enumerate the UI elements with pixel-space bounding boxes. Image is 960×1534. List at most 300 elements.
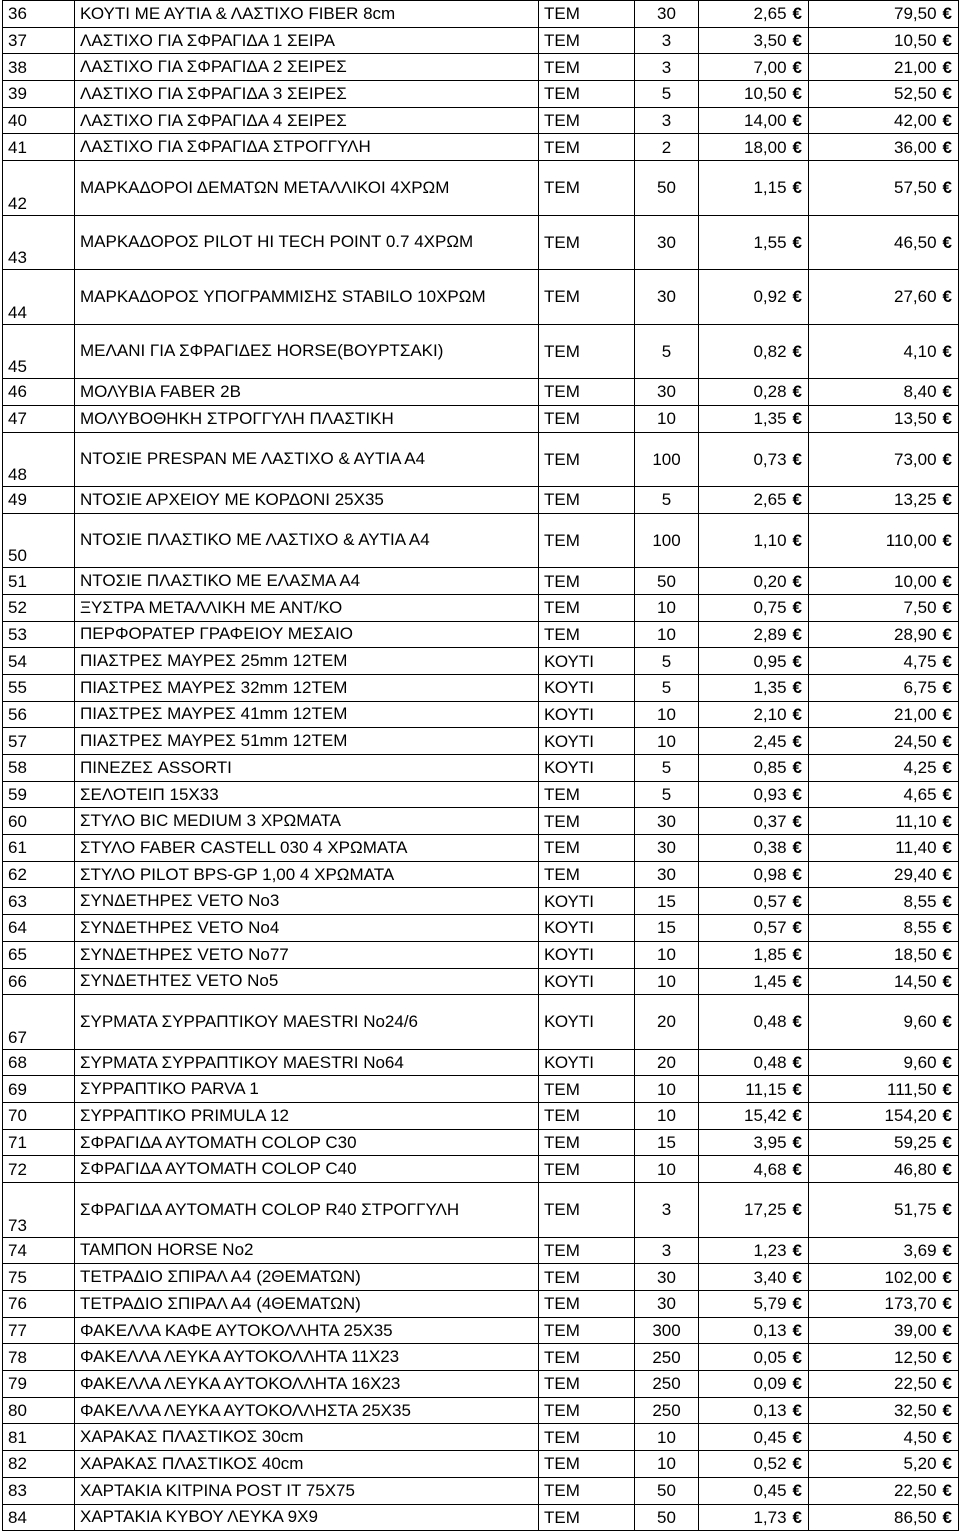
item-description: ΣΤΥΛΟ FABER CASTELL 030 4 ΧΡΩΜΑΤΑ	[75, 835, 539, 862]
item-unit-price	[699, 1, 809, 28]
item-number: 79	[3, 1371, 75, 1398]
item-number: 46	[3, 379, 75, 406]
total-value: 21,00	[893, 57, 937, 77]
item-unit-price	[699, 1156, 809, 1183]
euro-sign-icon: €	[792, 918, 802, 938]
item-number: 66	[3, 968, 75, 995]
item-total	[809, 1344, 959, 1371]
total-value: 4,25	[903, 758, 937, 778]
total-value: 52,50	[893, 84, 937, 104]
item-unit: ΤΕΜ	[539, 781, 635, 808]
euro-sign-icon: €	[792, 945, 802, 965]
unit-price-value: 0,82	[753, 341, 787, 361]
table-row	[3, 27, 959, 54]
item-unit-price	[699, 835, 809, 862]
item-number: 78	[3, 1344, 75, 1371]
item-total	[809, 107, 959, 134]
euro-sign-icon: €	[942, 341, 952, 361]
euro-sign-icon: €	[942, 838, 952, 858]
euro-sign-icon: €	[942, 1454, 952, 1474]
item-unit-price	[699, 888, 809, 915]
item-unit: ΤΕΜ	[539, 1076, 635, 1103]
table-row	[3, 1, 959, 28]
item-unit: ΤΕΜ	[539, 134, 635, 161]
item-quantity: 15	[635, 1129, 699, 1156]
euro-sign-icon: €	[792, 84, 802, 104]
item-total	[809, 432, 959, 487]
item-description: ΣΥΝΔΕΤΗΡΕΣ VETO No3	[75, 888, 539, 915]
unit-price-value: 0,73	[753, 449, 787, 469]
table-row	[3, 1237, 959, 1264]
euro-sign-icon: €	[942, 287, 952, 307]
item-description: ΜΕΛΑΝΙ ΓΙΑ ΣΦΡΑΓΙΔΕΣ HORSE(ΒΟΥΡΤΣΑΚΙ)	[75, 324, 539, 379]
item-quantity: 30	[635, 1, 699, 28]
euro-sign-icon: €	[942, 1106, 952, 1126]
item-description: ΣΥΡΡΑΠΤΙΚΟ PRIMULA 12	[75, 1103, 539, 1130]
item-unit: ΚΟΥΤΙ	[539, 995, 635, 1050]
item-unit-price	[699, 215, 809, 270]
item-number: 71	[3, 1129, 75, 1156]
item-unit: ΤΕΜ	[539, 1264, 635, 1291]
euro-sign-icon: €	[792, 1347, 802, 1367]
euro-sign-icon: €	[942, 111, 952, 131]
item-unit-price	[699, 161, 809, 216]
euro-sign-icon: €	[942, 678, 952, 698]
item-description: ΛΑΣΤΙΧΟ ΓΙΑ ΣΦΡΑΓΙΔΑ 3 ΣΕΙΡΕΣ	[75, 81, 539, 108]
table-row	[3, 215, 959, 270]
item-description: ΣΕΛΟΤΕΙΠ 15Χ33	[75, 781, 539, 808]
item-total	[809, 755, 959, 782]
euro-sign-icon: €	[942, 57, 952, 77]
item-quantity: 10	[635, 621, 699, 648]
unit-price-value: 5,79	[753, 1294, 787, 1314]
total-value: 8,55	[903, 891, 937, 911]
total-value: 28,90	[893, 624, 937, 644]
item-quantity: 30	[635, 835, 699, 862]
item-unit: ΤΕΜ	[539, 1237, 635, 1264]
table-row	[3, 1451, 959, 1478]
item-total	[809, 513, 959, 568]
item-quantity: 30	[635, 379, 699, 406]
item-total	[809, 1183, 959, 1238]
euro-sign-icon: €	[792, 4, 802, 24]
item-description: ΝΤΟΣΙΕ ΠΛΑΣΤΙΚΟ ΜΕ ΛΑΣΤΙΧΟ & ΑΥΤΙΑ Α4	[75, 513, 539, 568]
item-quantity: 30	[635, 808, 699, 835]
unit-price-value: 2,45	[753, 731, 787, 751]
table-row	[3, 487, 959, 514]
item-unit-price	[699, 1049, 809, 1076]
item-total	[809, 701, 959, 728]
item-description: ΣΤΥΛΟ BIC MEDIUM 3 ΧΡΩΜΑΤΑ	[75, 808, 539, 835]
euro-sign-icon: €	[792, 341, 802, 361]
unit-price-value: 1,45	[753, 971, 787, 991]
euro-sign-icon: €	[792, 571, 802, 591]
total-value: 36,00	[893, 137, 937, 157]
euro-sign-icon: €	[792, 811, 802, 831]
item-number: 83	[3, 1477, 75, 1504]
total-value: 4,10	[903, 341, 937, 361]
item-description: ΠΙΑΣΤΡΕΣ ΜΑΥΡΕΣ 51mm 12ΤΕΜ	[75, 728, 539, 755]
euro-sign-icon: €	[792, 490, 802, 510]
item-number: 63	[3, 888, 75, 915]
item-unit: ΤΕΜ	[539, 621, 635, 648]
table-row	[3, 701, 959, 728]
item-unit-price	[699, 1076, 809, 1103]
item-description: ΝΤΟΣΙΕ ΑΡΧΕΙΟΥ ΜΕ ΚΟΡΔΟΝΙ 25Χ35	[75, 487, 539, 514]
total-value: 32,50	[893, 1401, 937, 1421]
euro-sign-icon: €	[942, 530, 952, 550]
item-total	[809, 1237, 959, 1264]
table-row	[3, 1477, 959, 1504]
unit-price-value: 3,40	[753, 1267, 787, 1287]
unit-price-value: 18,00	[743, 137, 787, 157]
euro-sign-icon: €	[792, 865, 802, 885]
item-description: ΠΙΑΣΤΡΕΣ ΜΑΥΡΕΣ 41mm 12ΤΕΜ	[75, 701, 539, 728]
item-number: 80	[3, 1397, 75, 1424]
item-unit-price	[699, 270, 809, 325]
item-description: ΤΑΜΠΟΝ HORSE No2	[75, 1237, 539, 1264]
euro-sign-icon: €	[942, 409, 952, 429]
item-number: 51	[3, 568, 75, 595]
euro-sign-icon: €	[792, 1106, 802, 1126]
item-unit: ΤΕΜ	[539, 1397, 635, 1424]
item-quantity: 100	[635, 432, 699, 487]
euro-sign-icon: €	[792, 651, 802, 671]
item-description: ΣΥΝΔΕΤΗΡΕΣ VETO No77	[75, 941, 539, 968]
euro-sign-icon: €	[942, 865, 952, 885]
item-quantity: 250	[635, 1397, 699, 1424]
unit-price-value: 0,85	[753, 758, 787, 778]
table-row	[3, 54, 959, 81]
euro-sign-icon: €	[942, 31, 952, 51]
item-description: ΧΑΡΤΑΚΙΑ ΚΙΤΡΙΝΑ POST IT 75Χ75	[75, 1477, 539, 1504]
euro-sign-icon: €	[792, 137, 802, 157]
unit-price-value: 1,35	[753, 409, 787, 429]
item-number: 82	[3, 1451, 75, 1478]
total-value: 173,70	[884, 1294, 937, 1314]
table-row	[3, 1424, 959, 1451]
euro-sign-icon: €	[942, 1294, 952, 1314]
euro-sign-icon: €	[792, 449, 802, 469]
item-number: 69	[3, 1076, 75, 1103]
item-unit: ΚΟΥΤΙ	[539, 674, 635, 701]
item-number: 44	[3, 270, 75, 325]
euro-sign-icon: €	[942, 1053, 952, 1073]
item-unit: ΤΕΜ	[539, 107, 635, 134]
table-row	[3, 1156, 959, 1183]
item-quantity: 10	[635, 968, 699, 995]
euro-sign-icon: €	[792, 678, 802, 698]
total-value: 14,50	[893, 971, 937, 991]
item-unit-price	[699, 134, 809, 161]
euro-sign-icon: €	[792, 1454, 802, 1474]
item-unit: ΤΕΜ	[539, 1504, 635, 1531]
item-unit: ΤΕΜ	[539, 513, 635, 568]
euro-sign-icon: €	[942, 4, 952, 24]
item-unit: ΤΕΜ	[539, 1103, 635, 1130]
item-quantity: 50	[635, 568, 699, 595]
item-unit-price	[699, 324, 809, 379]
item-quantity: 5	[635, 81, 699, 108]
euro-sign-icon: €	[942, 1481, 952, 1501]
item-total	[809, 405, 959, 432]
total-value: 42,00	[893, 111, 937, 131]
item-number: 67	[3, 995, 75, 1050]
item-quantity: 10	[635, 701, 699, 728]
total-value: 9,60	[903, 1012, 937, 1032]
item-total	[809, 568, 959, 595]
item-description: ΣΥΡΜΑΤΑ ΣΥΡΡΑΠΤΙΚΟΥ MAESTRI No24/6	[75, 995, 539, 1050]
item-unit: ΚΟΥΤΙ	[539, 968, 635, 995]
euro-sign-icon: €	[792, 31, 802, 51]
table-row	[3, 1371, 959, 1398]
unit-price-value: 0,37	[753, 811, 787, 831]
item-unit-price	[699, 941, 809, 968]
unit-price-value: 1,73	[753, 1507, 787, 1527]
unit-price-value: 1,85	[753, 945, 787, 965]
item-unit-price	[699, 1371, 809, 1398]
euro-sign-icon: €	[792, 1079, 802, 1099]
item-description: ΝΤΟΣΙΕ ΠΛΑΣΤΙΚΟ ΜΕ ΕΛΑΣΜΑ Α4	[75, 568, 539, 595]
unit-price-value: 0,05	[753, 1347, 787, 1367]
item-total	[809, 1451, 959, 1478]
total-value: 8,55	[903, 918, 937, 938]
item-number: 81	[3, 1424, 75, 1451]
item-total	[809, 1129, 959, 1156]
item-quantity: 5	[635, 755, 699, 782]
item-unit-price	[699, 594, 809, 621]
item-unit-price	[699, 432, 809, 487]
unit-price-value: 7,00	[753, 57, 787, 77]
euro-sign-icon: €	[942, 758, 952, 778]
total-value: 22,50	[893, 1481, 937, 1501]
table-row	[3, 161, 959, 216]
item-quantity: 10	[635, 1076, 699, 1103]
item-quantity: 20	[635, 995, 699, 1050]
table-row	[3, 1344, 959, 1371]
item-unit-price	[699, 1424, 809, 1451]
item-total	[809, 270, 959, 325]
item-number: 58	[3, 755, 75, 782]
item-quantity: 10	[635, 728, 699, 755]
item-number: 38	[3, 54, 75, 81]
item-quantity: 10	[635, 1451, 699, 1478]
item-number: 65	[3, 941, 75, 968]
item-total	[809, 1317, 959, 1344]
euro-sign-icon: €	[942, 449, 952, 469]
item-unit: ΤΕΜ	[539, 1477, 635, 1504]
item-number: 39	[3, 81, 75, 108]
unit-price-value: 0,48	[753, 1053, 787, 1073]
table-row	[3, 1183, 959, 1238]
item-total	[809, 81, 959, 108]
item-total	[809, 621, 959, 648]
table-row	[3, 1317, 959, 1344]
item-unit-price	[699, 568, 809, 595]
item-total	[809, 1076, 959, 1103]
item-description: ΚΟΥΤΙ ΜΕ ΑΥΤΙΑ & ΛΑΣΤΙΧΟ FIBER 8cm	[75, 1, 539, 28]
item-quantity: 3	[635, 54, 699, 81]
table-row	[3, 1264, 959, 1291]
item-unit: ΚΟΥΤΙ	[539, 755, 635, 782]
euro-sign-icon: €	[942, 490, 952, 510]
total-value: 9,60	[903, 1053, 937, 1073]
item-quantity: 3	[635, 1237, 699, 1264]
euro-sign-icon: €	[792, 1294, 802, 1314]
euro-sign-icon: €	[942, 137, 952, 157]
euro-sign-icon: €	[942, 1427, 952, 1447]
table-row	[3, 1504, 959, 1531]
total-value: 27,60	[893, 287, 937, 307]
item-unit-price	[699, 107, 809, 134]
euro-sign-icon: €	[792, 287, 802, 307]
euro-sign-icon: €	[792, 891, 802, 911]
item-unit: ΤΕΜ	[539, 379, 635, 406]
euro-sign-icon: €	[792, 838, 802, 858]
item-total	[809, 1264, 959, 1291]
item-number: 52	[3, 594, 75, 621]
table-row	[3, 808, 959, 835]
item-description: ΦΑΚΕΛΛΑ ΛΕΥΚΑ ΑΥΤΟΚΟΛΛΗΣΤΑ 25Χ35	[75, 1397, 539, 1424]
item-unit: ΤΕΜ	[539, 1156, 635, 1183]
table-row	[3, 674, 959, 701]
item-number: 56	[3, 701, 75, 728]
euro-sign-icon: €	[942, 1159, 952, 1179]
total-value: 22,50	[893, 1374, 937, 1394]
item-description: ΛΑΣΤΙΧΟ ΓΙΑ ΣΦΡΑΓΙΔΑ ΣΤΡΟΓΓΥΛΗ	[75, 134, 539, 161]
euro-sign-icon: €	[792, 57, 802, 77]
item-unit-price	[699, 487, 809, 514]
item-unit-price	[699, 1183, 809, 1238]
total-value: 110,00	[885, 530, 937, 550]
item-total	[809, 915, 959, 942]
item-unit-price	[699, 1477, 809, 1504]
item-unit: ΤΕΜ	[539, 1, 635, 28]
item-quantity: 5	[635, 674, 699, 701]
unit-price-value: 0,93	[753, 785, 787, 805]
total-value: 24,50	[893, 731, 937, 751]
unit-price-value: 1,55	[753, 232, 787, 252]
item-description: ΠΙΑΣΤΡΕΣ ΜΑΥΡΕΣ 32mm 12ΤΕΜ	[75, 674, 539, 701]
euro-sign-icon: €	[792, 1481, 802, 1501]
item-total	[809, 487, 959, 514]
item-unit-price	[699, 27, 809, 54]
item-number: 40	[3, 107, 75, 134]
total-value: 13,50	[893, 409, 937, 429]
item-total	[809, 1291, 959, 1318]
euro-sign-icon: €	[792, 1053, 802, 1073]
item-unit-price	[699, 701, 809, 728]
euro-sign-icon: €	[942, 971, 952, 991]
table-row	[3, 107, 959, 134]
item-total	[809, 968, 959, 995]
item-description: ΠΙΝΕΖΕΣ ASSORTI	[75, 755, 539, 782]
item-unit-price	[699, 968, 809, 995]
item-number: 59	[3, 781, 75, 808]
item-unit-price	[699, 81, 809, 108]
item-quantity: 250	[635, 1371, 699, 1398]
item-number: 61	[3, 835, 75, 862]
euro-sign-icon: €	[792, 111, 802, 131]
item-unit-price	[699, 674, 809, 701]
item-description: ΦΑΚΕΛΛΑ ΛΕΥΚΑ ΑΥΤΟΚΟΛΛΗΤΑ 11Χ23	[75, 1344, 539, 1371]
item-number: 68	[3, 1049, 75, 1076]
total-value: 4,50	[903, 1427, 937, 1447]
item-unit: ΤΕΜ	[539, 808, 635, 835]
item-description: ΜΟΛΥΒΙΑ FABER 2B	[75, 379, 539, 406]
euro-sign-icon: €	[792, 785, 802, 805]
euro-sign-icon: €	[942, 624, 952, 644]
euro-sign-icon: €	[792, 704, 802, 724]
item-description: ΤΕΤΡΑΔΙΟ ΣΠΙΡΑΛ Α4 (4ΘΕΜΑΤΩΝ)	[75, 1291, 539, 1318]
unit-price-value: 0,28	[753, 382, 787, 402]
euro-sign-icon: €	[942, 1347, 952, 1367]
item-total	[809, 379, 959, 406]
item-number: 54	[3, 648, 75, 675]
euro-sign-icon: €	[942, 704, 952, 724]
unit-price-value: 3,50	[753, 31, 787, 51]
unit-price-value: 0,52	[753, 1454, 787, 1474]
item-unit: ΤΕΜ	[539, 1344, 635, 1371]
total-value: 3,69	[903, 1240, 937, 1260]
total-value: 8,40	[903, 382, 937, 402]
item-total	[809, 1424, 959, 1451]
item-total	[809, 808, 959, 835]
total-value: 10,50	[893, 31, 937, 51]
euro-sign-icon: €	[942, 232, 952, 252]
euro-sign-icon: €	[942, 1012, 952, 1032]
euro-sign-icon: €	[942, 1079, 952, 1099]
price-table-body	[3, 1, 959, 1531]
item-quantity: 50	[635, 1504, 699, 1531]
item-unit: ΚΟΥΤΙ	[539, 701, 635, 728]
euro-sign-icon: €	[792, 1200, 802, 1220]
euro-sign-icon: €	[792, 971, 802, 991]
table-row	[3, 781, 959, 808]
total-value: 10,00	[893, 571, 937, 591]
total-value: 11,40	[895, 838, 937, 858]
item-description: ΣΥΝΔΕΤΗΤΕΣ VETO No5	[75, 968, 539, 995]
item-unit: ΚΟΥΤΙ	[539, 728, 635, 755]
item-quantity: 10	[635, 1103, 699, 1130]
unit-price-value: 2,65	[753, 490, 787, 510]
item-number: 57	[3, 728, 75, 755]
item-description: ΣΤΥΛΟ PILOT BPS-GP 1,00 4 ΧΡΩΜΑΤΑ	[75, 861, 539, 888]
unit-price-value: 3,95	[753, 1133, 787, 1153]
table-row	[3, 1103, 959, 1130]
unit-price-value: 0,45	[753, 1481, 787, 1501]
total-value: 4,65	[903, 785, 937, 805]
item-quantity: 15	[635, 888, 699, 915]
unit-price-value: 4,68	[753, 1159, 787, 1179]
item-number: 74	[3, 1237, 75, 1264]
item-unit: ΤΕΜ	[539, 487, 635, 514]
total-value: 29,40	[893, 865, 937, 885]
item-unit-price	[699, 54, 809, 81]
item-unit-price	[699, 728, 809, 755]
unit-price-value: 0,57	[753, 918, 787, 938]
table-row	[3, 755, 959, 782]
total-value: 79,50	[893, 4, 937, 24]
item-quantity: 30	[635, 1291, 699, 1318]
table-row	[3, 568, 959, 595]
unit-price-value: 1,35	[753, 678, 787, 698]
item-quantity: 50	[635, 1477, 699, 1504]
item-total	[809, 781, 959, 808]
item-unit: ΤΕΜ	[539, 270, 635, 325]
item-quantity: 30	[635, 215, 699, 270]
euro-sign-icon: €	[792, 1427, 802, 1447]
